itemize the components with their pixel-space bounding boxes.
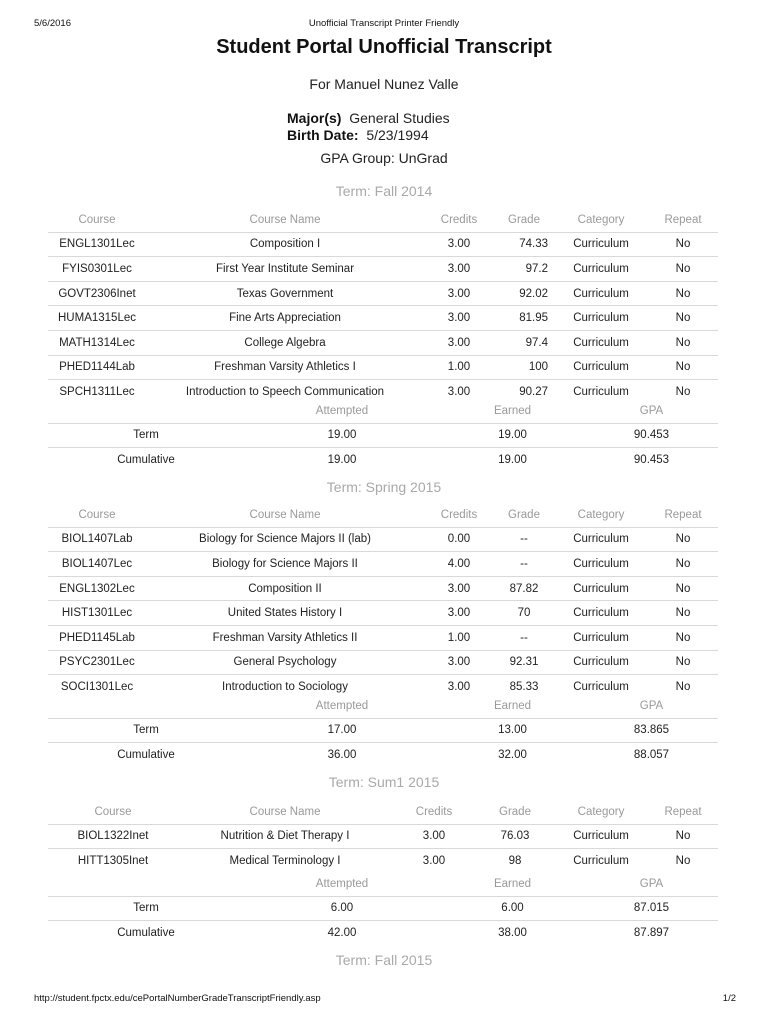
table-row — [48, 849, 718, 873]
table-row — [48, 281, 718, 306]
major-value: General Studies — [349, 110, 450, 126]
course-repeat: No — [648, 650, 718, 675]
course-code: PSYC2301Lec — [48, 650, 146, 675]
col-course-name: Course Name — [249, 213, 321, 226]
attempted-value: 17.00 — [244, 718, 440, 743]
course-repeat: No — [648, 552, 718, 577]
table-header-row — [48, 800, 718, 824]
term-heading: Term: Fall 2015 — [335, 952, 433, 968]
course-code: BIOL1407Lec — [48, 552, 146, 577]
course-repeat: No — [648, 675, 718, 699]
attempted-value: 36.00 — [244, 743, 440, 767]
page-number: 1/2 — [722, 993, 736, 1004]
course-category: Curriculum — [554, 849, 648, 873]
summary-header-row — [48, 872, 718, 896]
term-heading: Term: Fall 2014 — [335, 183, 433, 199]
col-earned: Earned — [493, 877, 532, 890]
col-category: Category — [577, 805, 625, 818]
course-grade: -- — [494, 625, 554, 650]
course-category: Curriculum — [554, 355, 648, 380]
course-name: First Year Institute Seminar — [146, 257, 424, 282]
course-code: GOVT2306Inet — [48, 281, 146, 306]
col-category: Category — [577, 213, 625, 226]
col-attempted: Attempted — [315, 404, 369, 417]
course-code: HIST1301Lec — [48, 601, 146, 626]
course-category: Curriculum — [554, 824, 648, 849]
course-code: SOCI1301Lec — [48, 675, 146, 699]
course-credits: 3.00 — [424, 601, 494, 626]
course-category: Curriculum — [554, 625, 648, 650]
gpa-value: 88.057 — [585, 743, 718, 767]
summary-label: Cumulative — [48, 921, 244, 945]
earned-value: 19.00 — [440, 423, 585, 448]
course-name: Medical Terminology I — [178, 849, 392, 873]
summary-col-blank — [48, 399, 244, 423]
course-repeat: No — [648, 849, 718, 873]
student-name-line: For Manuel Nunez Valle — [309, 76, 459, 92]
col-earned: Earned — [493, 699, 532, 712]
course-name: Freshman Varsity Athletics II — [146, 625, 424, 650]
course-table — [48, 800, 718, 873]
gpa-value: 87.015 — [585, 896, 718, 921]
major-line — [287, 110, 450, 126]
summary-label: Cumulative — [48, 743, 244, 767]
major-label: Major(s) — [287, 110, 342, 126]
col-credits: Credits — [415, 805, 453, 818]
course-grade: 76.03 — [476, 824, 554, 849]
course-category: Curriculum — [554, 306, 648, 331]
course-credits: 3.00 — [424, 281, 494, 306]
table-row — [48, 552, 718, 577]
col-grade: Grade — [508, 508, 540, 521]
course-name: United States History I — [146, 601, 424, 626]
col-course: Course — [94, 805, 132, 818]
course-name: Introduction to Speech Communication — [146, 380, 424, 404]
table-row — [48, 355, 718, 380]
course-table — [48, 208, 718, 404]
course-credits: 3.00 — [392, 824, 476, 849]
course-credits: 3.00 — [424, 257, 494, 282]
birth-date-value: 5/23/1994 — [366, 127, 429, 143]
course-name: Texas Government — [146, 281, 424, 306]
earned-value: 32.00 — [440, 743, 585, 767]
course-repeat: No — [648, 355, 718, 380]
summary-row-cumulative — [48, 448, 718, 472]
page-url: http://student.fpctx.edu/cePortalNumberGradeTranscriptFriendly.asp — [34, 993, 321, 1004]
col-gpa: GPA — [639, 877, 664, 890]
course-grade: 90.27 — [494, 380, 554, 404]
col-attempted: Attempted — [315, 877, 369, 890]
course-credits: 3.00 — [424, 650, 494, 675]
course-grade: 87.82 — [494, 576, 554, 601]
course-name: Biology for Science Majors II — [146, 552, 424, 577]
summary-row-term — [48, 896, 718, 921]
course-grade: 70 — [494, 601, 554, 626]
course-category: Curriculum — [554, 601, 648, 626]
summary-row-cumulative — [48, 743, 718, 767]
course-repeat: No — [648, 380, 718, 404]
gpa-group: GPA Group: UnGrad — [320, 150, 448, 166]
course-code: ENGL1302Lec — [48, 576, 146, 601]
course-name: College Algebra — [146, 330, 424, 355]
course-code: PHED1145Lab — [48, 625, 146, 650]
col-repeat: Repeat — [664, 805, 702, 818]
col-attempted: Attempted — [315, 699, 369, 712]
course-grade: -- — [494, 527, 554, 552]
summary-label: Term — [48, 896, 244, 921]
course-category: Curriculum — [554, 675, 648, 699]
earned-value: 13.00 — [440, 718, 585, 743]
course-credits: 3.00 — [424, 232, 494, 257]
course-table — [48, 503, 718, 699]
table-row — [48, 306, 718, 331]
table-row — [48, 601, 718, 626]
course-code: HUMA1315Lec — [48, 306, 146, 331]
course-code: MATH1314Lec — [48, 330, 146, 355]
course-credits: 3.00 — [392, 849, 476, 873]
attempted-value: 19.00 — [244, 423, 440, 448]
summary-row-cumulative — [48, 921, 718, 945]
table-header-row — [48, 503, 718, 527]
col-repeat: Repeat — [664, 213, 702, 226]
course-code: HITT1305Inet — [48, 849, 178, 873]
document-title: Student Portal Unofficial Transcript — [216, 36, 552, 58]
course-repeat: No — [648, 232, 718, 257]
course-name: Biology for Science Majors II (lab) — [146, 527, 424, 552]
print-date: 5/6/2016 — [34, 18, 71, 29]
table-row — [48, 330, 718, 355]
course-credits: 4.00 — [424, 552, 494, 577]
course-category: Curriculum — [554, 380, 648, 404]
course-category: Curriculum — [554, 576, 648, 601]
course-grade: 74.33 — [494, 232, 554, 257]
table-row — [48, 232, 718, 257]
table-row — [48, 625, 718, 650]
course-category: Curriculum — [554, 232, 648, 257]
table-header-row — [48, 208, 718, 232]
earned-value: 19.00 — [440, 448, 585, 472]
earned-value: 38.00 — [440, 921, 585, 945]
course-name: Freshman Varsity Athletics I — [146, 355, 424, 380]
col-course-name: Course Name — [249, 805, 321, 818]
attempted-value: 42.00 — [244, 921, 440, 945]
course-name: Fine Arts Appreciation — [146, 306, 424, 331]
course-grade: 92.02 — [494, 281, 554, 306]
course-repeat: No — [648, 281, 718, 306]
course-grade: 97.2 — [494, 257, 554, 282]
col-credits: Credits — [440, 508, 478, 521]
gpa-value: 87.897 — [585, 921, 718, 945]
course-credits: 3.00 — [424, 330, 494, 355]
col-gpa: GPA — [639, 699, 664, 712]
summary-row-term — [48, 718, 718, 743]
summary-label: Cumulative — [48, 448, 244, 472]
summary-col-blank — [48, 694, 244, 718]
table-row — [48, 257, 718, 282]
attempted-value: 6.00 — [244, 896, 440, 921]
course-credits: 3.00 — [424, 576, 494, 601]
course-category: Curriculum — [554, 552, 648, 577]
course-credits: 3.00 — [424, 306, 494, 331]
course-code: BIOL1322Inet — [48, 824, 178, 849]
course-name: Nutrition & Diet Therapy I — [178, 824, 392, 849]
table-row — [48, 576, 718, 601]
course-repeat: No — [648, 824, 718, 849]
course-grade: 100 — [494, 355, 554, 380]
course-category: Curriculum — [554, 527, 648, 552]
course-repeat: No — [648, 330, 718, 355]
course-credits: 3.00 — [424, 675, 494, 699]
summary-header-row — [48, 399, 718, 423]
course-code: PHED1144Lab — [48, 355, 146, 380]
col-grade: Grade — [499, 805, 531, 818]
birth-date-line — [287, 127, 429, 143]
course-category: Curriculum — [554, 330, 648, 355]
summary-label: Term — [48, 423, 244, 448]
course-grade: 85.33 — [494, 675, 554, 699]
course-grade: -- — [494, 552, 554, 577]
course-code: SPCH1311Lec — [48, 380, 146, 404]
term-heading: Term: Sum1 2015 — [328, 774, 440, 790]
col-course: Course — [78, 508, 116, 521]
course-category: Curriculum — [554, 257, 648, 282]
course-category: Curriculum — [554, 281, 648, 306]
course-code: FYIS0301Lec — [48, 257, 146, 282]
attempted-value: 19.00 — [244, 448, 440, 472]
course-grade: 92.31 — [494, 650, 554, 675]
birth-date-label: Birth Date: — [287, 127, 359, 143]
earned-value: 6.00 — [440, 896, 585, 921]
gpa-value: 90.453 — [585, 448, 718, 472]
col-earned: Earned — [493, 404, 532, 417]
course-repeat: No — [648, 625, 718, 650]
course-code: BIOL1407Lab — [48, 527, 146, 552]
course-repeat: No — [648, 306, 718, 331]
course-grade: 97.4 — [494, 330, 554, 355]
course-name: Composition II — [146, 576, 424, 601]
summary-header-row — [48, 694, 718, 718]
gpa-summary-table — [48, 399, 718, 472]
summary-label: Term — [48, 718, 244, 743]
col-credits: Credits — [440, 213, 478, 226]
print-page-title: Unofficial Transcript Printer Friendly — [308, 18, 460, 29]
course-credits: 0.00 — [424, 527, 494, 552]
course-category: Curriculum — [554, 650, 648, 675]
col-course: Course — [78, 213, 116, 226]
print-footer — [0, 993, 768, 1007]
table-row — [48, 527, 718, 552]
table-row — [48, 824, 718, 849]
col-category: Category — [577, 508, 625, 521]
course-name: Introduction to Sociology — [146, 675, 424, 699]
gpa-value: 90.453 — [585, 423, 718, 448]
col-course-name: Course Name — [249, 508, 321, 521]
col-gpa: GPA — [639, 404, 664, 417]
course-credits: 1.00 — [424, 355, 494, 380]
course-grade: 98 — [476, 849, 554, 873]
course-name: Composition I — [146, 232, 424, 257]
course-repeat: No — [648, 527, 718, 552]
term-heading: Term: Spring 2015 — [326, 479, 442, 495]
summary-row-term — [48, 423, 718, 448]
col-grade: Grade — [508, 213, 540, 226]
course-credits: 1.00 — [424, 625, 494, 650]
course-repeat: No — [648, 576, 718, 601]
course-name: General Psychology — [146, 650, 424, 675]
course-repeat: No — [648, 257, 718, 282]
print-header — [0, 18, 768, 32]
gpa-value: 83.865 — [585, 718, 718, 743]
course-code: ENGL1301Lec — [48, 232, 146, 257]
table-row — [48, 650, 718, 675]
col-repeat: Repeat — [664, 508, 702, 521]
course-grade: 81.95 — [494, 306, 554, 331]
gpa-summary-table — [48, 872, 718, 945]
summary-col-blank — [48, 872, 244, 896]
course-repeat: No — [648, 601, 718, 626]
gpa-summary-table — [48, 694, 718, 767]
course-credits: 3.00 — [424, 380, 494, 404]
